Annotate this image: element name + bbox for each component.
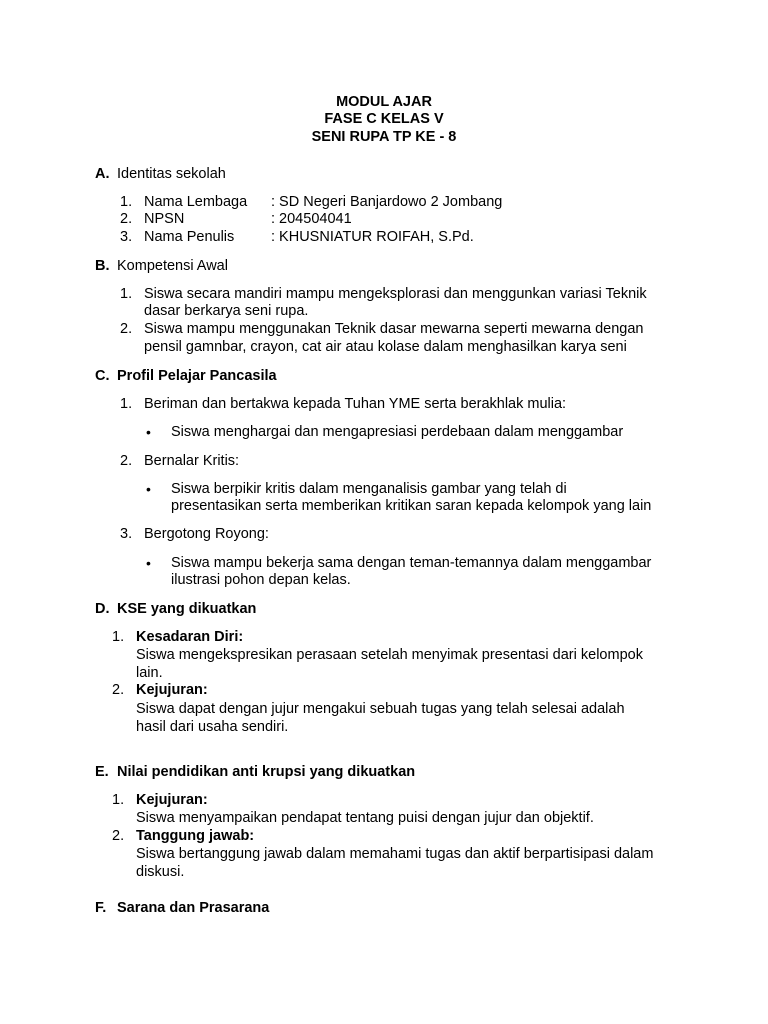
list-item-number: 2. <box>120 321 133 337</box>
bullet-icon: • <box>146 424 151 440</box>
list-item-text: Siswa menyampaikan pendapat tentang puisi dengan jujur dan objektif. <box>136 810 594 826</box>
list-item-text: Siswa bertanggung jawab dalam memahami tugas dan aktif berpartisipasi dalam <box>136 846 654 862</box>
bullet-icon: • <box>146 555 151 571</box>
bullet-text: Siswa mampu bekerja sama dengan teman-temannya dalam menggambar <box>171 555 652 571</box>
section-d-letter: D. <box>95 601 110 617</box>
identity-value: : 204504041 <box>271 211 352 227</box>
identity-value: : KHUSNIATUR ROIFAH, S.Pd. <box>271 229 474 245</box>
list-item-number: 2. <box>120 453 133 469</box>
list-item-heading: Tanggung jawab: <box>136 828 255 844</box>
section-a-title: Identitas sekolah <box>117 166 226 182</box>
list-item-heading: Kejujuran: <box>136 682 208 698</box>
identity-label: NPSN <box>144 211 185 227</box>
bullet-text: presentasikan serta memberikan kritikan saran kepada kelompok yang lain <box>171 498 652 514</box>
bullet-text: Siswa menghargai dan mengapresiasi perdebaan dalam menggambar <box>171 424 624 440</box>
section-c-title: Profil Pelajar Pancasila <box>117 368 277 384</box>
list-item-text: Siswa mengekspresikan perasaan setelah menyimak presentasi dari kelompok <box>136 647 643 663</box>
identity-label: Nama Penulis <box>144 229 235 245</box>
list-item-number: 1. <box>120 396 133 412</box>
list-item-text: Siswa dapat dengan jujur mengakui sebuah tugas yang telah selesai adalah <box>136 701 625 717</box>
list-item-text: diskusi. <box>136 864 185 880</box>
list-item-number: 1. <box>112 629 125 645</box>
list-item-heading: Kejujuran: <box>136 792 208 808</box>
bullet-text: Siswa berpikir kritis dalam menganalisis gambar yang telah di <box>171 481 567 497</box>
list-item-number: 1. <box>112 792 125 808</box>
section-d-title: KSE yang dikuatkan <box>117 601 257 617</box>
list-item-text: Siswa secara mandiri mampu mengeksplorasi dan menggunkan variasi Teknik <box>144 286 647 302</box>
list-item-number: 2. <box>112 682 125 698</box>
list-item-text: pensil gamnbar, crayon, cat air atau kolase dalam menghasilkan karya seni <box>144 339 627 355</box>
list-item-number: 3. <box>120 526 133 542</box>
section-a-letter: A. <box>95 166 110 182</box>
section-e-letter: E. <box>95 764 109 780</box>
section-c-letter: C. <box>95 368 110 384</box>
list-item-text: dasar berkarya seni rupa. <box>144 303 309 319</box>
list-item-text: Bergotong Royong: <box>144 526 269 542</box>
section-e-title: Nilai pendidikan anti krupsi yang dikuatkan <box>117 764 416 780</box>
section-f-letter: F. <box>95 900 107 916</box>
list-item-text: hasil dari usaha sendiri. <box>136 719 289 735</box>
list-item-number: 2. <box>120 211 133 227</box>
doc-title-line2: FASE C KELAS V <box>324 111 444 127</box>
identity-value: : SD Negeri Banjardowo 2 Jombang <box>271 194 503 210</box>
doc-title-line3: SENI RUPA TP KE - 8 <box>311 129 457 145</box>
section-b-title: Kompetensi Awal <box>117 258 228 274</box>
list-item-text: Beriman dan bertakwa kepada Tuhan YME serta berakhlak mulia: <box>144 396 567 412</box>
bullet-icon: • <box>146 481 151 497</box>
list-item-text: Bernalar Kritis: <box>144 453 240 469</box>
doc-title-line1: MODUL AJAR <box>336 94 432 110</box>
list-item-number: 1. <box>120 286 133 302</box>
section-f-title: Sarana dan Prasarana <box>117 900 270 916</box>
list-item-number: 1. <box>120 194 133 210</box>
list-item-heading: Kesadaran Diri: <box>136 629 244 645</box>
section-b-letter: B. <box>95 258 110 274</box>
list-item-text: lain. <box>136 665 163 681</box>
list-item-text: Siswa mampu menggunakan Teknik dasar mewarna seperti mewarna dengan <box>144 321 644 337</box>
list-item-number: 3. <box>120 229 133 245</box>
bullet-text: ilustrasi pohon depan kelas. <box>171 572 351 588</box>
list-item-number: 2. <box>112 828 125 844</box>
identity-label: Nama Lembaga <box>144 194 248 210</box>
